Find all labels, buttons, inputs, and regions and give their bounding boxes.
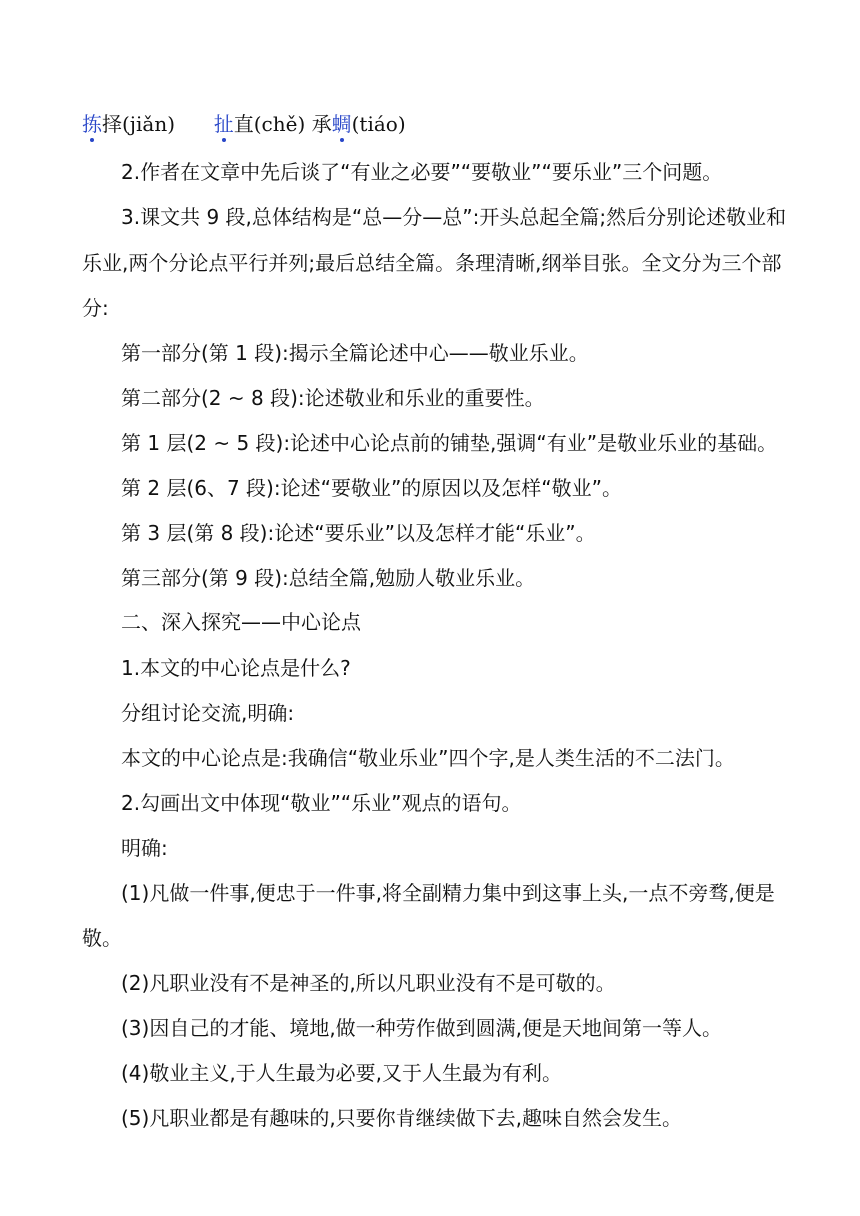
question: 2.勾画出文中体现“敬业”“乐业”观点的语句。 bbox=[121, 791, 522, 815]
text-line: 分: bbox=[82, 296, 109, 320]
vocab-word-1-highlight: 拣 bbox=[82, 112, 102, 136]
text-line: 本文的中心论点是:我确信“敬业乐业”四个字,是人类生活的不二法门。 bbox=[121, 746, 735, 770]
vocab-word-3-prefix: 承 bbox=[311, 112, 332, 136]
vocab-word-1-pinyin: (jiǎn) bbox=[122, 112, 176, 136]
text-line: 第一部分(第 1 段):揭示全篇论述中心——敬业乐业。 bbox=[121, 341, 589, 365]
text-line: 明确: bbox=[121, 836, 168, 860]
text-line: 乐业,两个分论点平行并列;最后总结全篇。条理清晰,纲举目张。全文分为三个部 bbox=[82, 251, 782, 275]
text-line: 分组讨论交流,明确: bbox=[121, 701, 295, 725]
vocab-word-3-pinyin: (tiáo) bbox=[351, 112, 406, 136]
text-line: 第 2 层(6、7 段):论述“要敬业”的原因以及怎样“敬业”。 bbox=[121, 476, 623, 500]
quote-line: 敬。 bbox=[82, 926, 122, 950]
text-line: 第 1 层(2 ~ 5 段):论述中心论点前的铺垫,强调“有业”是敬业乐业的基础。 bbox=[121, 431, 778, 455]
text-line: 3.课文共 9 段,总体结构是“总—分—总”:开头总起全篇;然后分别论述敬业和 bbox=[121, 205, 787, 229]
vocab-word-1-rest: 择 bbox=[102, 112, 122, 136]
vocab-word-3-highlight: 蜩 bbox=[331, 112, 352, 136]
section-heading: 二、深入探究——中心论点 bbox=[121, 610, 361, 634]
quote-line: (1)凡做一件事,便忠于一件事,将全副精力集中到这事上头,一点不旁骛,便是 bbox=[121, 881, 775, 905]
question: 1.本文的中心论点是什么? bbox=[121, 656, 351, 680]
vocab-word-2-pinyin: (chě) bbox=[253, 112, 306, 136]
vocab-word-2-highlight: 扯 bbox=[213, 112, 234, 136]
quote-line: (5)凡职业都是有趣味的,只要你肯继续做下去,趣味自然会发生。 bbox=[121, 1106, 683, 1130]
quote-line: (3)因自己的才能、境地,做一种劳作做到圆满,便是天地间第一等人。 bbox=[121, 1016, 723, 1040]
quote-line: (4)敬业主义,于人生最为必要,又于人生最为有利。 bbox=[121, 1061, 563, 1085]
text-line: 2.作者在文章中先后谈了“有业之必要”“要敬业”“要乐业”三个问题。 bbox=[121, 160, 723, 184]
text-line: 第二部分(2 ~ 8 段):论述敬业和乐业的重要性。 bbox=[121, 386, 545, 410]
text-line: 第三部分(第 9 段):总结全篇,勉励人敬业乐业。 bbox=[121, 566, 536, 590]
text-line: 第 3 层(第 8 段):论述“要乐业”以及怎样才能“乐业”。 bbox=[121, 521, 596, 545]
vocab-line bbox=[82, 110, 406, 138]
quote-line: (2)凡职业没有不是神圣的,所以凡职业没有不是可敬的。 bbox=[121, 971, 616, 995]
vocab-word-2-rest: 直 bbox=[233, 112, 254, 136]
